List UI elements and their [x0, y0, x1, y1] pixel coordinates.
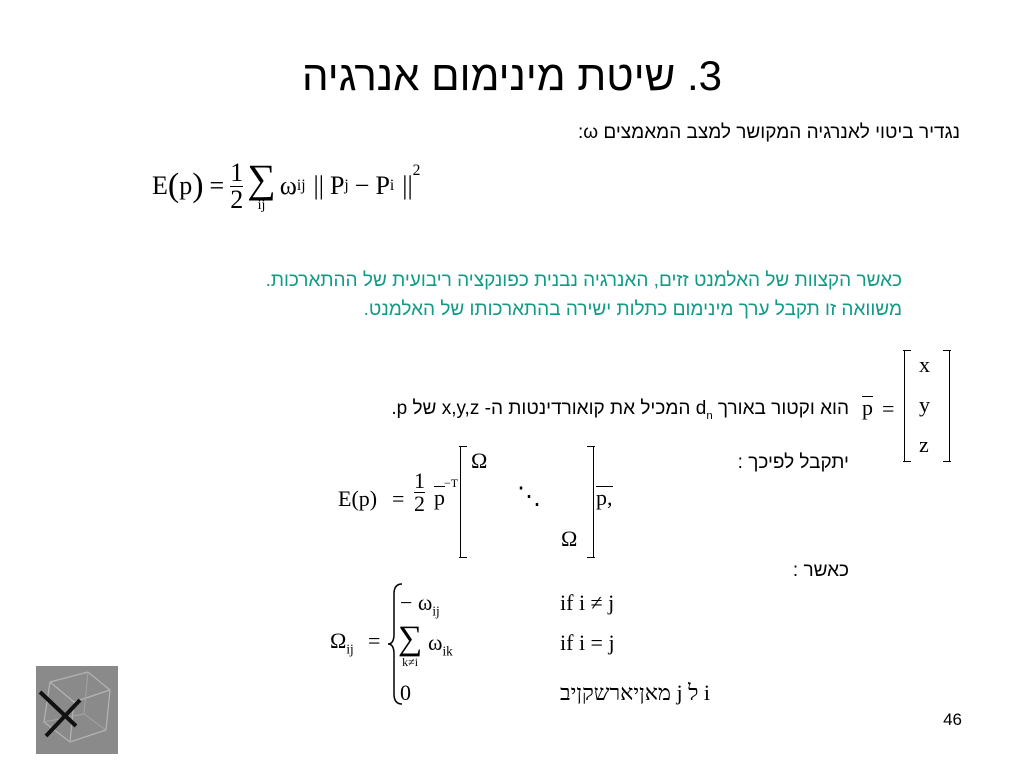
- formula2-p: p: [434, 485, 445, 510]
- formula1-P1: P: [329, 171, 345, 200]
- paragraph-line-2: משוואה זו תקבל ערך מינימום כתלות ישירה בהתארכותו של האלמנט.: [363, 299, 902, 320]
- vector-definition: [862, 350, 962, 462]
- omega-definition: [330, 580, 770, 710]
- case1-sub: ij: [432, 603, 440, 619]
- page-number: 46: [943, 710, 962, 729]
- thus-text: יתקבל לפיכך :: [737, 452, 849, 473]
- intro-text: נגדיר ביטוי לאנרגיה המקושר למצב המאמצים ω:: [577, 122, 960, 143]
- where-text: כאשר :: [792, 560, 849, 581]
- formula2-p-right: p,: [596, 485, 613, 510]
- case2-sub: ik: [442, 643, 453, 659]
- formula1-norm-right: ||: [402, 171, 413, 200]
- formula1-arg: p: [179, 171, 193, 200]
- case1-expr: − ω: [400, 590, 433, 615]
- vector-p: p: [862, 395, 873, 420]
- formula1-omega-sub: ij: [296, 177, 306, 194]
- vector-desc-dn: d: [695, 398, 707, 419]
- formula1-P1-sub: j: [344, 177, 349, 194]
- cube-logo: [36, 666, 118, 754]
- paragraph-line-1: כאשר הקצוות של האלמנט זזים, האנרגיה נבנית כפונקציה ריבועית של ההתארכות.: [265, 270, 902, 291]
- formula1-P2-sub: i: [389, 177, 395, 194]
- formula2-eq: =: [392, 486, 405, 511]
- formula1-power: 2: [412, 162, 421, 179]
- formula3-eq: =: [368, 628, 381, 653]
- vector-desc-part2: המכיל את קואורדינטות ה- x,y,z של p.: [391, 398, 696, 419]
- case2-sum: ∑ k≠i: [398, 620, 423, 669]
- formula1-num: 1: [230, 157, 244, 187]
- formula2-sup: −T: [444, 476, 459, 490]
- case3-cond: מאןיארשקןיב j ל i: [560, 680, 711, 705]
- explanation-paragraph: [266, 266, 902, 324]
- slide-title: 3. שיטת מינימום אנרגיה: [302, 52, 722, 99]
- formula3-lhs-group: [330, 628, 354, 657]
- vector-description: [391, 398, 849, 422]
- vector-matrix: [904, 350, 950, 462]
- vector-x: x: [919, 352, 930, 377]
- formula2-omega-top: Ω: [471, 448, 488, 473]
- formula3-lhs-sub: ij: [346, 641, 354, 657]
- case3-expr: 0: [400, 680, 411, 705]
- vector-z: z: [919, 432, 929, 457]
- vector-y: y: [919, 392, 930, 417]
- sum-operator: ∑ ij: [247, 156, 276, 213]
- case1-expr-group: [400, 590, 440, 619]
- formula1-fraction: [230, 157, 244, 214]
- energy-formula: E ( p ) = $\frac{1}{2}$ ∑ ij ω ij || P j − P i || $^2$: [152, 156, 421, 214]
- formula2-omega-bottom: Ω: [561, 526, 578, 551]
- case2-omega-group: [428, 630, 453, 659]
- formula2-matrix: [460, 446, 594, 558]
- formula2-dots: ⋱: [517, 484, 541, 510]
- formula1-norm-left: ||: [313, 171, 324, 200]
- vector-eq: =: [882, 396, 895, 421]
- formula1-lhs: E: [152, 171, 168, 200]
- case2-cond: if i = j: [560, 630, 615, 655]
- formula1-eq: =: [209, 171, 225, 200]
- formula1-minus: −: [354, 171, 370, 200]
- wireframe-cube-icon: [36, 666, 118, 754]
- formula1-den: 2: [230, 184, 244, 214]
- formula2-lhs-group: E(p): [338, 486, 378, 511]
- case2-omega: ω: [428, 630, 443, 655]
- formula1-P2: P: [375, 171, 390, 200]
- formula2-den: 2: [414, 491, 425, 516]
- formula3-lhs: Ω: [330, 628, 347, 653]
- vector-desc-n: n: [706, 409, 713, 422]
- formula2-arg: p: [358, 486, 370, 511]
- formula1-omega: ω: [279, 171, 297, 200]
- case2-sum-sub: k≠i: [402, 655, 419, 669]
- formula2-lhs: E: [338, 486, 352, 511]
- vector-desc-part1: הוא וקטור באורך: [712, 398, 849, 419]
- case1-cond: if i ≠ j: [560, 590, 615, 615]
- formula2-num: 1: [414, 468, 425, 493]
- formula1-sum-sub: ij: [257, 198, 266, 213]
- formula2-fraction: [414, 470, 425, 515]
- matrix-energy-formula: [338, 446, 628, 558]
